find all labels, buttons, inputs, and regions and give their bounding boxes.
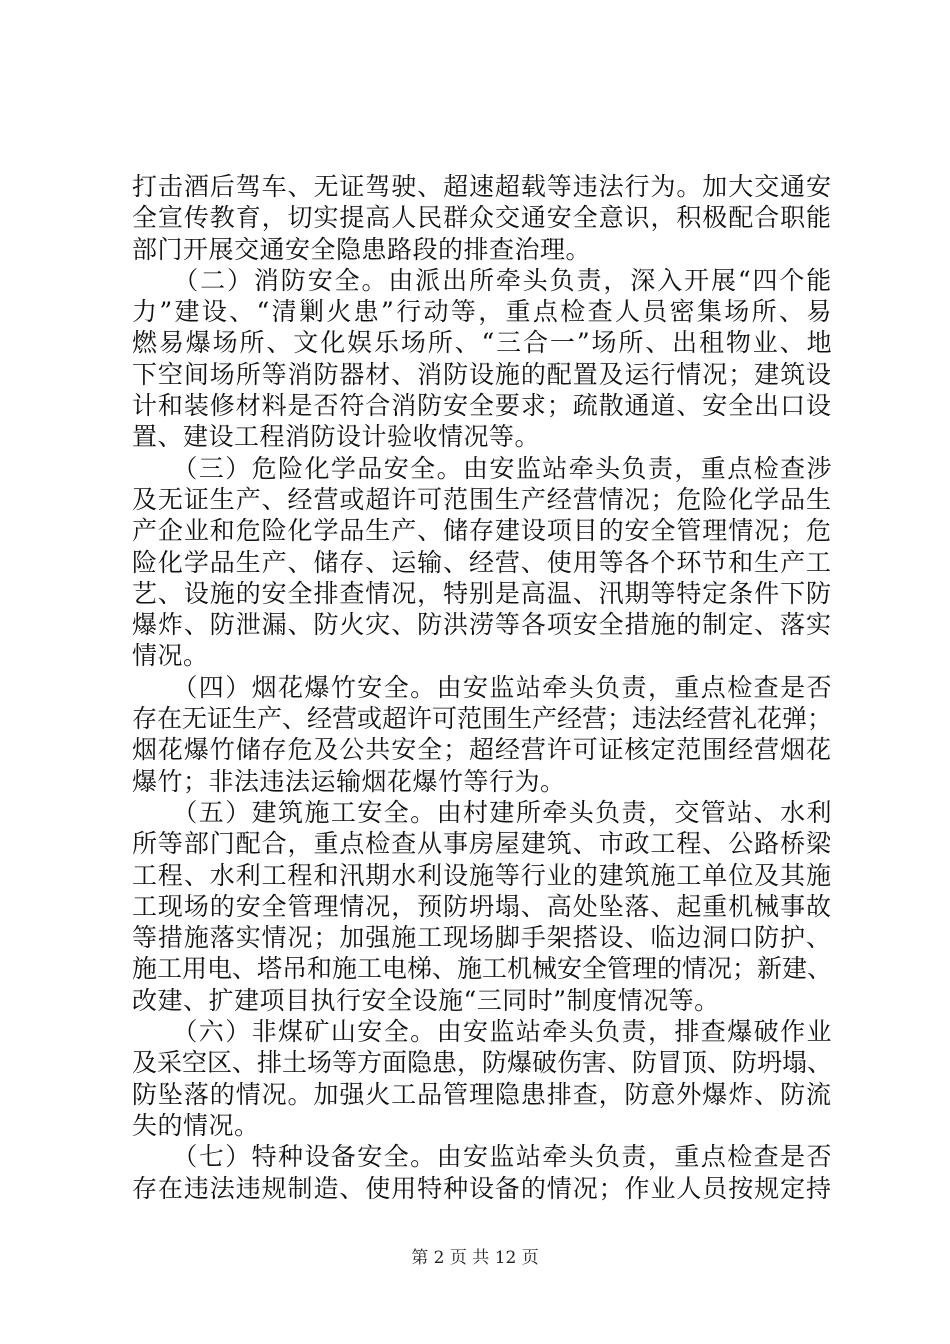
text-line: 所等部门配合，重点检查从事房屋建筑、市政工程、公路桥梁 xyxy=(132,829,832,859)
page-number-footer: 第 2 页 共 12 页 xyxy=(411,1248,539,1268)
text-line: 全宣传教育，切实提高人民群众交通安全意识，积极配合职能 xyxy=(132,203,832,233)
text-line: 艺、设施的安全排查情况，特别是高温、汛期等特定条件下防 xyxy=(132,578,832,608)
text-line: 存在违法违规制造、使用特种设备的情况；作业人员按规定持 xyxy=(132,1173,832,1203)
text-line: 存在无证生产、经营或超许可范围生产经营；违法经营礼花弹； xyxy=(132,704,833,734)
text-line: 打击酒后驾车、无证驾驶、超速超载等违法行为。加大交通安 xyxy=(132,172,832,201)
text-line: 产企业和危险化学品生产、储存建设项目的安全管理情况；危 xyxy=(132,516,832,546)
text-line: 及采空区、排土场等方面隐患，防爆破伤害、防冒顶、防坍塌、 xyxy=(132,1048,833,1078)
text-line: 失的情况。 xyxy=(132,1110,260,1140)
text-line: 等措施落实情况；加强施工现场脚手架搭设、临边洞口防护、 xyxy=(132,923,832,953)
text-line: 下空间场所等消防器材、消防设施的配置及运行情况；建筑设 xyxy=(132,359,832,389)
text-line: 爆竹；非法违法运输烟花爆竹等行为。 xyxy=(132,766,566,796)
text-line: 置、建设工程消防设计验收情况等。 xyxy=(132,422,541,452)
text-line: 爆炸、防泄漏、防火灾、防洪涝等各项安全措施的制定、落实 xyxy=(132,610,832,640)
text-line: （四）烟花爆竹安全。由安监站牵头负责，重点检查是否 xyxy=(132,672,833,702)
text-line: 计和装修材料是否符合消防安全要求；疏散通道、安全出口设 xyxy=(132,391,832,421)
text-line: （三）危险化学品安全。由安监站牵头负责，重点检查涉 xyxy=(132,453,833,483)
text-line: 工现场的安全管理情况，预防坍塌、高处坠落、起重机械事故 xyxy=(132,891,832,921)
text-line: 力”建设、“清剿火患”行动等，重点检查人员密集场所、易 xyxy=(132,297,834,327)
text-line: （六）非煤矿山安全。由安监站牵头负责，排查爆破作业 xyxy=(132,1017,833,1047)
text-line: （二）消防安全。由派出所牵头负责，深入开展“四个能 xyxy=(132,265,834,295)
text-line: 工程、水利工程和汛期水利设施等行业的建筑施工单位及其施 xyxy=(132,860,832,890)
body-text xyxy=(132,171,832,1204)
text-line: 燃易爆场所、文化娱乐场所、“三合一”场所、出租物业、地 xyxy=(132,328,834,358)
text-line: （七）特种设备安全。由安监站牵头负责，重点检查是否 xyxy=(132,1142,833,1172)
text-line: 烟花爆竹储存危及公共安全；超经营许可证核定范围经营烟花 xyxy=(132,735,832,765)
text-line: 情况。 xyxy=(132,641,209,671)
text-line: 部门开展交通安全隐患路段的排查治理。 xyxy=(132,234,592,264)
text-line: （五）建筑施工安全。由村建所牵头负责，交管站、水利 xyxy=(132,797,833,827)
text-line: 防坠落的情况。加强火工品管理隐患排查，防意外爆炸、防流 xyxy=(132,1079,832,1109)
text-line: 施工用电、塔吊和施工电梯、施工机械安全管理的情况；新建、 xyxy=(132,954,833,984)
text-line: 改建、扩建项目执行安全设施“三同时”制度情况等。 xyxy=(132,985,720,1015)
text-line: 及无证生产、经营或超许可范围生产经营情况；危险化学品生 xyxy=(132,484,832,514)
text-line: 险化学品生产、储存、运输、经营、使用等各个环节和生产工 xyxy=(132,547,832,577)
